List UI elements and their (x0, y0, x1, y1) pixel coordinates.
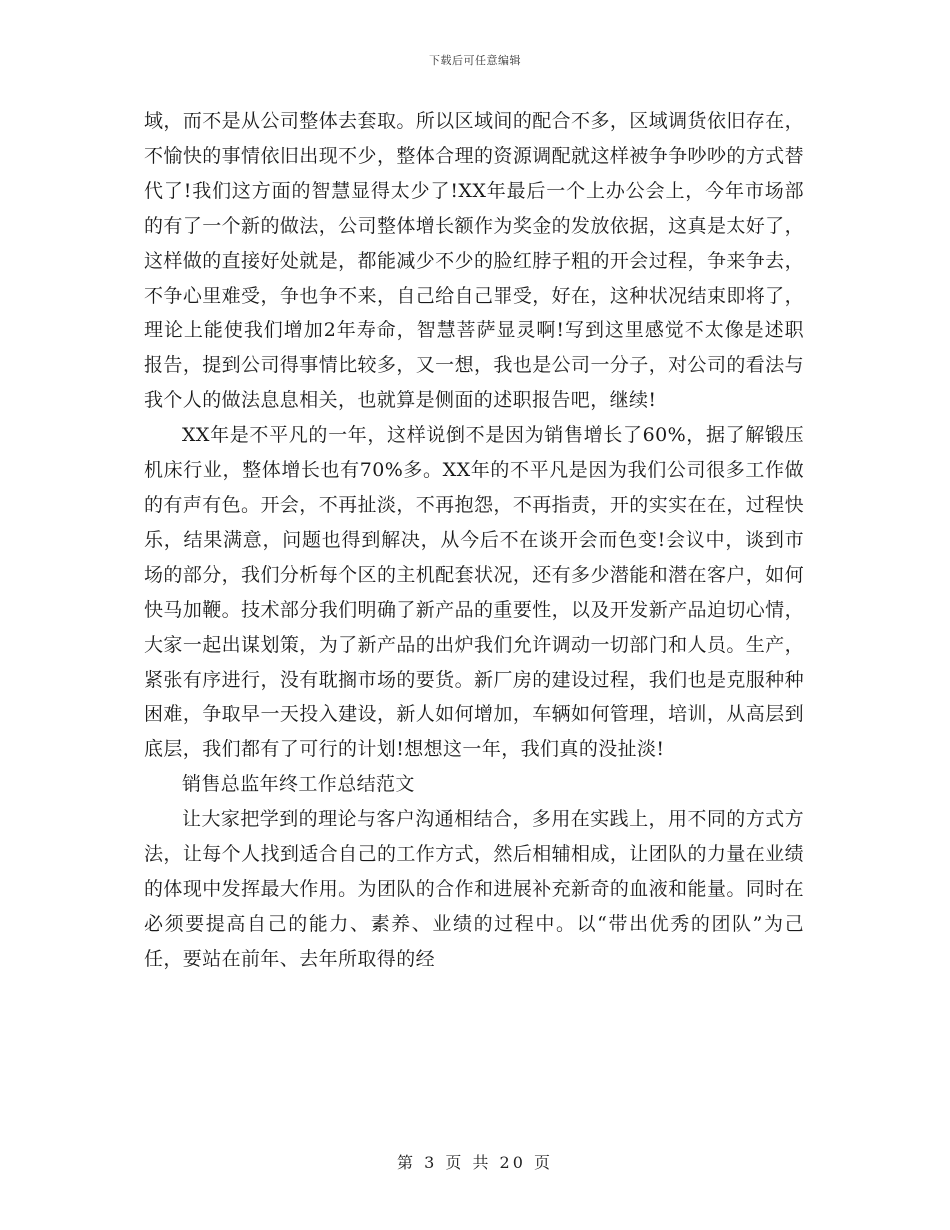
paragraph-team: 让大家把学到的理论与客户沟通相结合，多用在实践上，用不同的方式方法，让每个人找到适合自己的工作方式，然后相辅相成，让团队的力量在业绩的体现中发挥最大作用。为团队的合作和进展补充新奇的血液和能量。同时在必须要提高自己的能力、素养、业绩的过程中。以“带出优秀的团队”为己任，要站在前年、去年所取得的经 (144, 808, 804, 970)
section-title: 销售总监年终工作总结范文 (182, 773, 415, 796)
paragraph-continued: 域，而不是从公司整体去套取。所以区域间的配合不多，区域调货依旧存在，不愉快的事情依旧出现不少，整体合理的资源调配就这样被争争吵吵的方式替代了!我们这方面的智慧显得太少了!XX年最后一个上办公会上，今年市场部的有了一个新的做法，公司整体增长额作为奖金的发放依据，这真是太好了，这样做的直接好处就是，都能减少不少的脸红脖子粗的开会过程，争来争去，不争心里难受，争也争不来，自己给自己罪受，好在，这种状况结束即将了，理论上能使我们增加2年寿命，智慧菩萨显灵啊!写到这里感觉不太像是述职报告，提到公司得事情比较多，又一想，我也是公司一分子，对公司的看法与我个人的做法息息相关，也就算是侧面的述职报告吧，继续! (144, 110, 804, 412)
page-header: 下载后可任意编辑 (429, 54, 521, 67)
paragraph-year-review: XX年是不平凡的一年，这样说倒不是因为销售增长了60%，据了解锻压机床行业，整体增长也有70%多。XX年的不平凡是因为我们公司很多工作做的有声有色。开会，不再扯淡，不再抱怨，不再指责，开的实实在在，过程快乐，结果满意，问题也得到解决，从今后不在谈开会而色变!会议中，谈到市场的部分，我们分析每个区的主机配套状况，还有多少潜能和潜在客户，如何快马加鞭。技术部分我们明确了新产品的重要性，以及开发新产品迫切心情，大家一起出谋划策，为了新产品的出炉我们允许调动一切部门和人员。生产，紧张有序进行，没有耽搁市场的要货。新厂房的建设过程，我们也是克服种种困难，争取早一天投入建设，新人如何增加，车辆如何管理，培训，从高层到底层，我们都有了可行的计划!想想这一年，我们真的没扯淡! (144, 424, 804, 761)
page-number: 第 3 页 共 20 页 (397, 1153, 553, 1172)
document-body (144, 104, 804, 977)
